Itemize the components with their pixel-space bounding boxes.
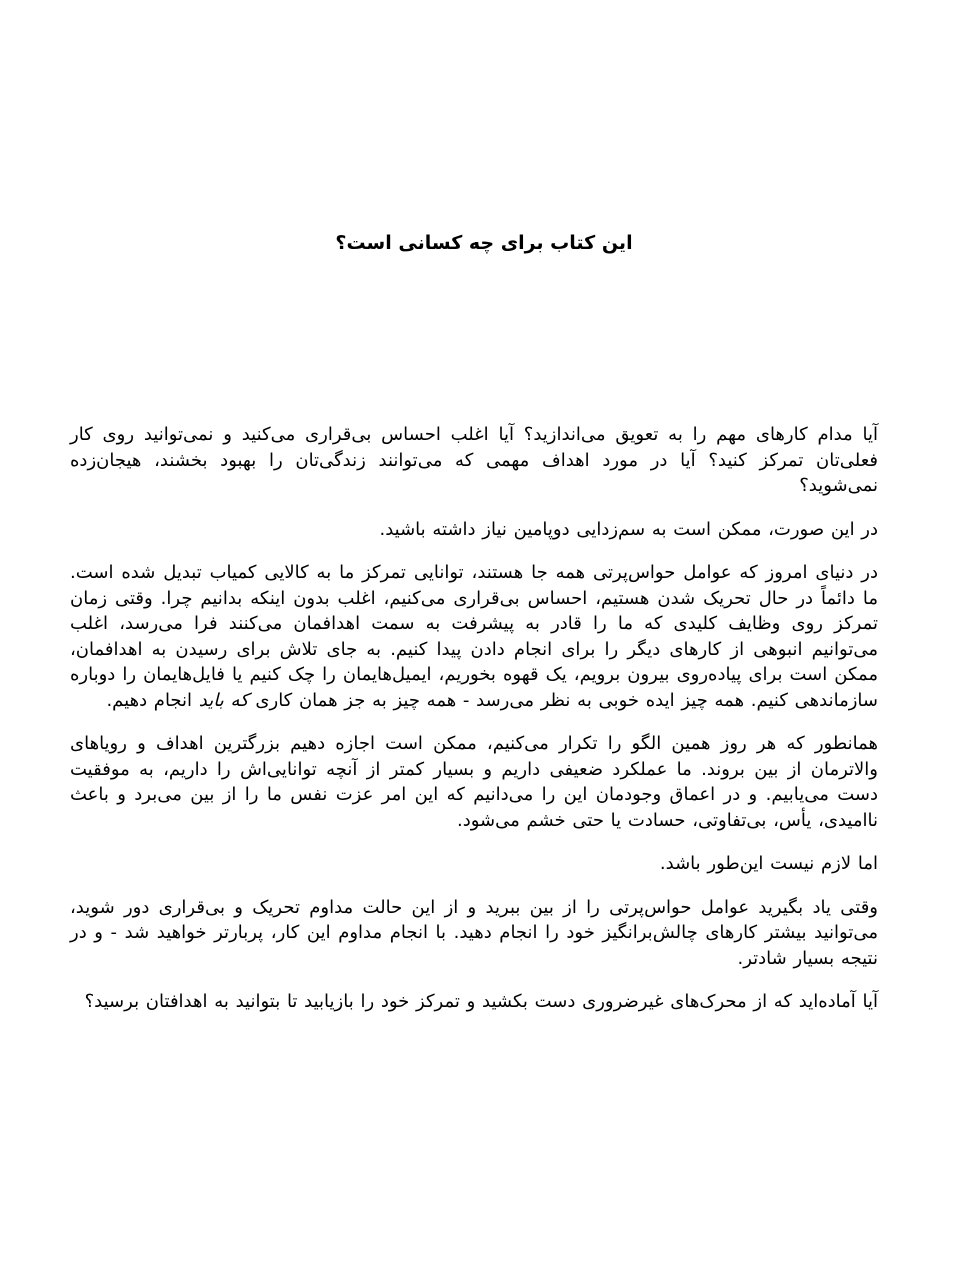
paragraph-dopamine-detox: در این صورت، ممکن است به سم‌زدایی دوپامین نیاز داشته باشید. — [379, 518, 878, 540]
emphasis-text: که باید — [198, 689, 249, 711]
paragraph-distractions — [70, 560, 878, 713]
paragraph-distractions-end: انجام دهیم. — [106, 689, 199, 711]
paragraph-intro-questions: آیا مدام کارهای مهم را به تعویق می‌اندازید؟ آیا اغلب احساس بی‌قراری می‌کنید و نمی‌توانید روی کار فعلی‌تان تمرکز کنید؟ آیا در مورد اهداف مهمی که می‌توانند زندگی‌تان را بهبود بخشند، هیجان‌زده نمی‌شوید؟ — [70, 424, 878, 496]
paragraph-learn: وقتی یاد بگیرید عوامل حواس‌پرتی را از بین ببرید و از این حالت مداوم تحریک و بی‌قراری دور شوید، می‌توانید بیشتر کارهای چالش‌برانگیز خود را انجام دهید. با انجام مداوم این کار، پربارتر خواهید شد - و در نتیجه بسیار شادتر. — [70, 896, 878, 969]
paragraph-ready-question: آیا آماده‌اید که از محرک‌های غیرضروری دست بکشید و تمرکز خود را بازیابید تا بتوانید به اهدافتان برسید؟ — [84, 991, 878, 1012]
paragraph-doesnt-have-to-be: اما لازم نیست این‌طور باشد. — [659, 853, 878, 874]
chapter-title: این کتاب برای چه کسانی است؟ — [335, 232, 633, 254]
chapter-body — [70, 422, 878, 1033]
paragraph-distractions-text: در دنیای امروز که عوامل حواس‌پرتی همه جا هستند، توانایی تمرکز ما به کالایی کمیاب تبدیل شده است. ما دائماً در حال تحریک شدن هستیم، احساس بی‌قراری می‌کنیم، اغلب بدون اینکه بدانیم چرا. وقتی زمان تمرکز روی وظایف کلیدی که ما را قادر به پیشرفت به سمت اهدافمان می‌کنند فرا می‌رسد، اغلب می‌توانیم انبوهی از کارهای دیگر را برای انجام دادن پیدا کنیم. به جای تلاش برای رسیدن به اهدافمان، ممکن است برای پیاده‌روی بیرون برویم، یک قهوه بخوریم، ایمیل‌هایمان را چک کنیم یا فایل‌هایمان را دوباره سازماندهی کنیم. همه چیز ایده خوبی به نظر می‌رسد - همه چیز به جز همان کاری — [70, 562, 878, 711]
document-page — [70, 0, 878, 1283]
paragraph-pattern: همانطور که هر روز همین الگو را تکرار می‌کنیم، ممکن است اجازه دهیم بزرگترین اهداف و رویاهای والاترمان از بین بروند. ما عملکرد ضعیفی داریم و بسیار کمتر از آنچه توانایی‌اش را داریم، به موفقیت دست می‌یابیم. و در اعماق وجودمان این را می‌دانیم که این امر عزت نفس ما را از بین می‌برد و باعث ناامیدی، یأس، بی‌تفاوتی، حسادت یا حتی خشم می‌شود. — [70, 733, 878, 831]
